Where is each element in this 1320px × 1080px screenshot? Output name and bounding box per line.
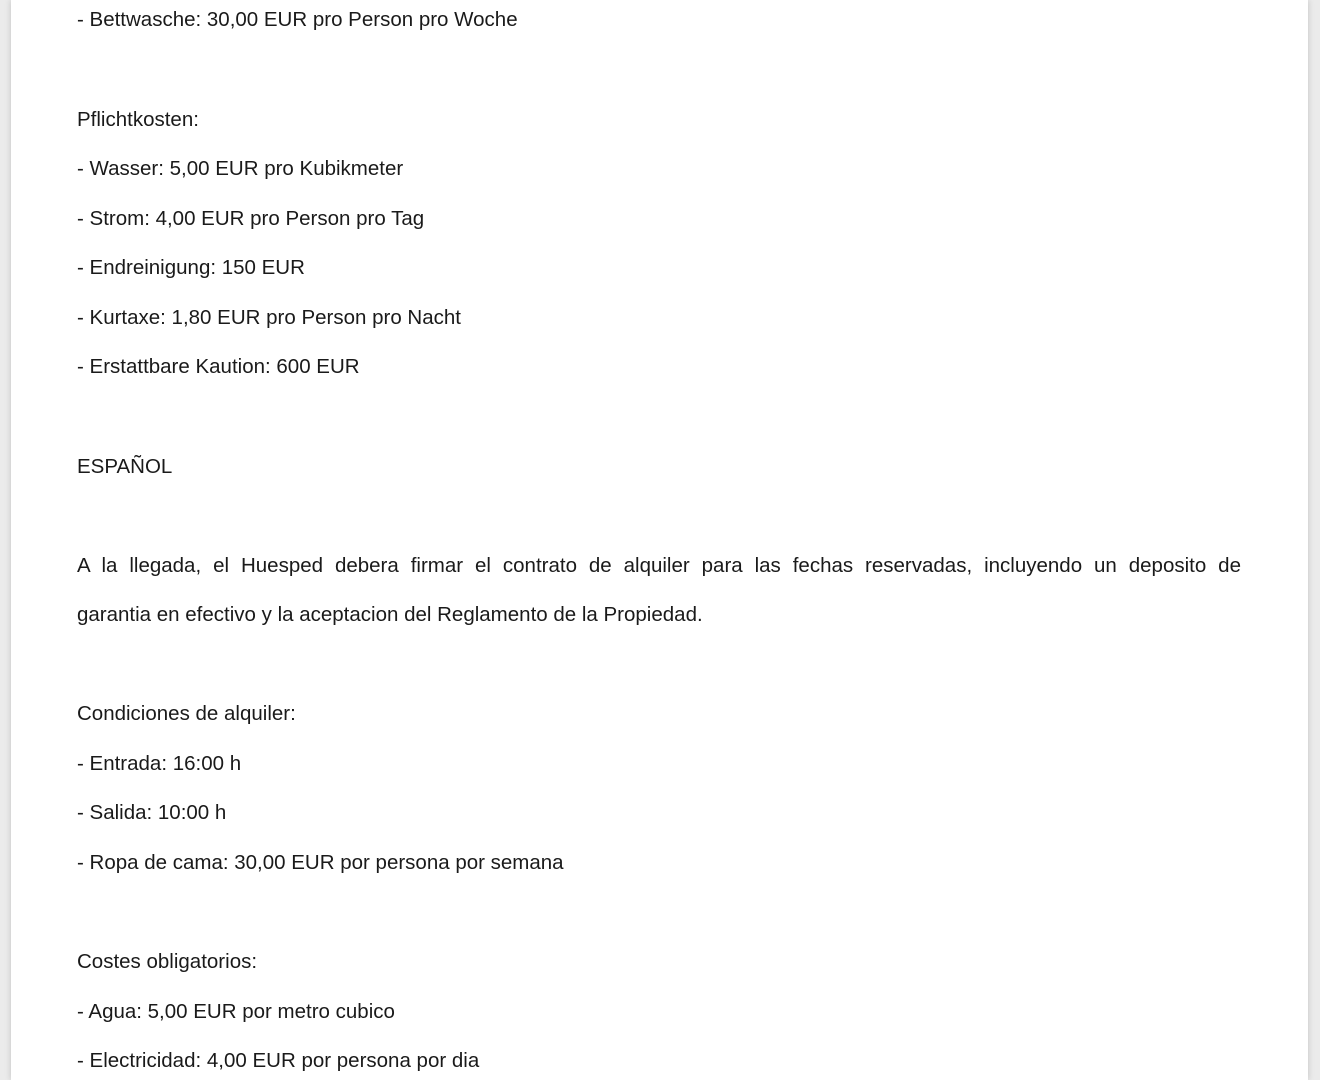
spanish-check-out-line: - Salida: 10:00 h [77, 801, 227, 824]
german-bed-linen-line: - Bettwasche: 30,00 EUR pro Person pro Woche [77, 8, 518, 31]
german-water-cost-line: - Wasser: 5,00 EUR pro Kubikmeter [77, 157, 404, 180]
document-page [11, 0, 1308, 1080]
spanish-check-in-line: - Entrada: 16:00 h [77, 752, 242, 775]
german-electricity-cost-line: - Strom: 4,00 EUR pro Person pro Tag [77, 207, 425, 230]
german-tourist-tax-line: - Kurtaxe: 1,80 EUR pro Person pro Nacht [77, 306, 461, 329]
german-mandatory-costs-heading: Pflichtkosten: [77, 108, 199, 131]
spanish-intro-line-1: A la llegada, el Huesped debera firmar el contrato de alquiler para las fechas reservadas, incluyendo un deposito de [77, 554, 1241, 577]
spanish-mandatory-costs-heading: Costes obligatorios: [77, 950, 258, 973]
german-final-cleaning-line: - Endreinigung: 150 EUR [77, 256, 305, 279]
spanish-section-heading: ESPAÑOL [77, 455, 173, 478]
german-deposit-line: - Erstattbare Kaution: 600 EUR [77, 355, 360, 378]
spanish-water-cost-line: - Agua: 5,00 EUR por metro cubico [77, 1000, 395, 1023]
spanish-rental-conditions-heading: Condiciones de alquiler: [77, 702, 296, 725]
spanish-bed-linen-line: - Ropa de cama: 30,00 EUR por persona por semana [77, 851, 564, 874]
spanish-intro-line-2: garantia en efectivo y la aceptacion del Reglamento de la Propiedad. [77, 603, 703, 626]
spanish-electricity-cost-line: - Electricidad: 4,00 EUR por persona por dia [77, 1049, 480, 1072]
